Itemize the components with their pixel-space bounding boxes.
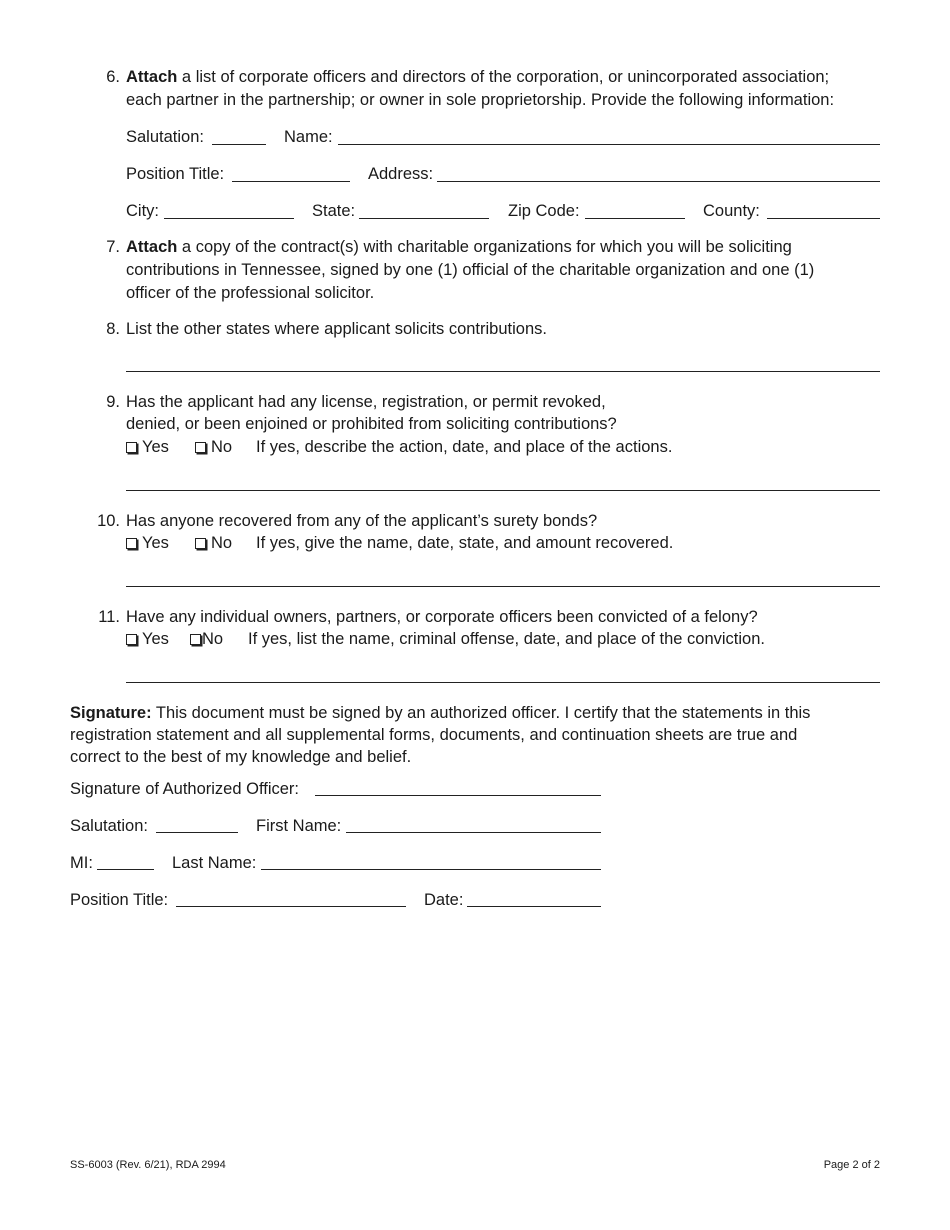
item-10-text: Has anyone recovered from any of the applicant’s surety bonds? xyxy=(126,512,598,530)
signature-statement-line1 xyxy=(70,702,810,725)
text-span: This document must be signed by an authorized officer. I certify that the statements in this xyxy=(151,704,811,722)
item-number: 7. xyxy=(106,238,120,256)
zip-field[interactable] xyxy=(585,218,685,219)
salutation-label: Salutation: xyxy=(126,128,204,146)
signature-statement-line2: registration statement and all supplemental forms, documents, and continuation sheets are true and xyxy=(70,726,798,744)
item-7-text-line2: contributions in Tennessee, signed by one (1) official of the charitable organization and one (1) xyxy=(126,261,815,279)
item-11-text: Have any individual owners, partners, or corporate officers been convicted of a felony? xyxy=(126,608,758,626)
item-6-text-line1 xyxy=(126,66,829,89)
attach-bold: Attach xyxy=(126,238,178,256)
sig-salutation-field[interactable] xyxy=(156,832,238,833)
yes-label: Yes xyxy=(142,534,169,552)
item-11-answer-field[interactable] xyxy=(126,682,880,683)
zip-label: Zip Code: xyxy=(508,202,580,220)
page-number: Page 2 of 2 xyxy=(823,1159,880,1171)
item-10-answer-field[interactable] xyxy=(126,586,880,587)
city-label: City: xyxy=(126,202,159,220)
state-field[interactable] xyxy=(359,218,489,219)
checkbox-icon[interactable] xyxy=(126,442,137,453)
checkbox-icon[interactable] xyxy=(195,538,206,549)
salutation-field[interactable] xyxy=(212,144,266,145)
last-name-field[interactable] xyxy=(261,869,601,870)
sig-position-title-field[interactable] xyxy=(176,906,406,907)
item-number: 11. xyxy=(98,608,120,626)
name-field[interactable] xyxy=(338,144,880,145)
item-8-text: List the other states where applicant solicits contributions. xyxy=(126,320,547,338)
item-11-no[interactable] xyxy=(190,628,223,651)
date-field[interactable] xyxy=(467,906,601,907)
item-7-text-line1 xyxy=(126,236,792,259)
checkbox-icon[interactable] xyxy=(190,634,201,645)
item-9-yes[interactable] xyxy=(126,436,169,459)
position-title-field[interactable] xyxy=(232,181,350,182)
last-name-label: Last Name: xyxy=(172,854,257,872)
first-name-field[interactable] xyxy=(346,832,601,833)
no-label: No xyxy=(202,630,224,648)
attach-bold: Attach xyxy=(126,68,178,86)
no-label: No xyxy=(211,534,233,552)
state-label: State: xyxy=(312,202,356,220)
address-field[interactable] xyxy=(437,181,880,182)
item-10-no[interactable] xyxy=(195,532,232,555)
item-9-text-line1: Has the applicant had any license, registration, or permit revoked, xyxy=(126,393,606,411)
sig-position-title-label: Position Title: xyxy=(70,891,169,909)
item-number: 6. xyxy=(106,68,120,86)
position-title-label: Position Title: xyxy=(126,165,225,183)
signature-statement-line3: correct to the best of my knowledge and belief. xyxy=(70,748,412,766)
item-9-answer-field[interactable] xyxy=(126,490,880,491)
text-span: a copy of the contract(s) with charitable organizations for which you will be soliciting xyxy=(177,238,792,256)
yes-label: Yes xyxy=(142,630,169,648)
item-9-no[interactable] xyxy=(195,436,232,459)
checkbox-icon[interactable] xyxy=(126,634,137,645)
item-10-yes[interactable] xyxy=(126,532,169,555)
address-label: Address: xyxy=(368,165,434,183)
checkbox-icon[interactable] xyxy=(195,442,206,453)
item-number: 10. xyxy=(97,512,120,530)
signature-officer-label: Signature of Authorized Officer: xyxy=(70,780,299,798)
item-6-text-line2: each partner in the partnership; or owner in sole proprietorship. Provide the following information: xyxy=(126,91,835,109)
other-states-field[interactable] xyxy=(126,371,880,372)
signature-bold: Signature: xyxy=(70,704,152,722)
mi-label: MI: xyxy=(70,854,93,872)
item-9-instruction: If yes, describe the action, date, and place of the actions. xyxy=(256,438,673,456)
sig-salutation-label: Salutation: xyxy=(70,817,148,835)
signature-officer-field[interactable] xyxy=(315,795,601,796)
item-number: 9. xyxy=(106,393,120,411)
city-field[interactable] xyxy=(164,218,294,219)
name-label: Name: xyxy=(284,128,333,146)
checkbox-icon[interactable] xyxy=(126,538,137,549)
county-field[interactable] xyxy=(767,218,880,219)
county-label: County: xyxy=(703,202,760,220)
item-10-instruction: If yes, give the name, date, state, and amount recovered. xyxy=(256,534,674,552)
item-11-yes[interactable] xyxy=(126,628,169,651)
mi-field[interactable] xyxy=(97,869,154,870)
yes-label: Yes xyxy=(142,438,169,456)
no-label: No xyxy=(211,438,233,456)
form-id: SS-6003 (Rev. 6/21), RDA 2994 xyxy=(70,1159,226,1171)
date-label: Date: xyxy=(424,891,464,909)
first-name-label: First Name: xyxy=(256,817,342,835)
item-7-text-line3: officer of the professional solicitor. xyxy=(126,284,375,302)
item-number: 8. xyxy=(106,320,120,338)
text-span: a list of corporate officers and directors of the corporation, or unincorporated association; xyxy=(177,68,830,86)
item-11-instruction: If yes, list the name, criminal offense, date, and place of the conviction. xyxy=(248,630,765,648)
item-9-text-line2: denied, or been enjoined or prohibited from soliciting contributions? xyxy=(126,415,617,433)
